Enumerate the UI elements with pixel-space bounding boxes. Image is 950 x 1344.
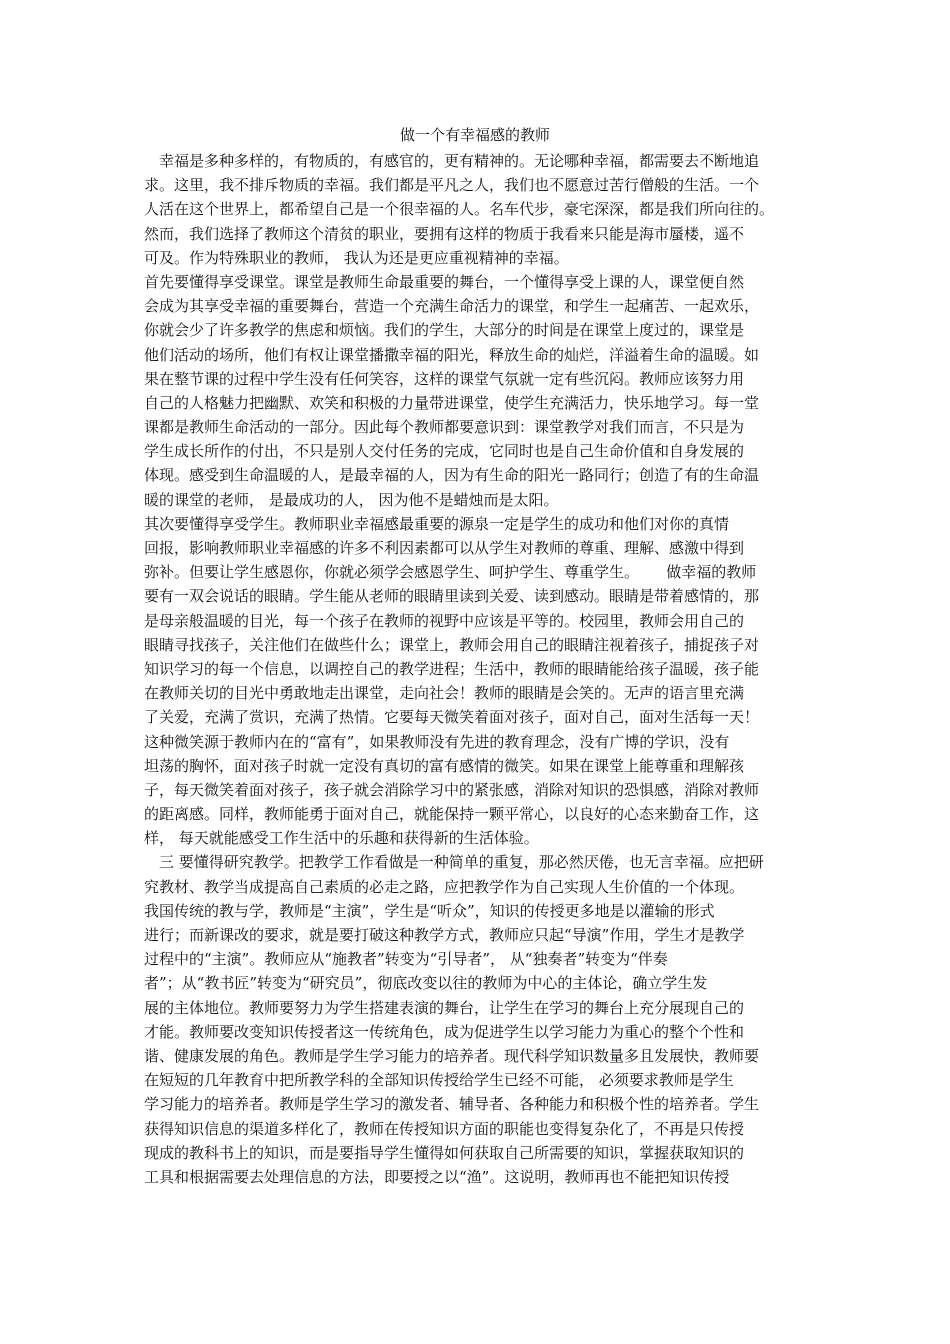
body-text-line: 现成的教科书上的知识，而是要指导学生懂得如何获取自己所需要的知识，掌握获取知识的 <box>144 1143 745 1162</box>
body-text-line: 子，每天微笑着面对孩子，孩子就会消除学习中的紧张感，消除对知识的恐惧感，消除对教师 <box>144 780 760 799</box>
body-text-line: 自己的人格魅力把幽默、欢笑和积极的力量带进课堂，使学生充满活力，快乐地学习。每一堂 <box>144 393 760 412</box>
body-text-line: 了关爱，充满了赏识，充满了热情。它要每天微笑着面对孩子，面对自己，面对生活每一天！ <box>144 708 760 727</box>
body-text-line: 回报，影响教师职业幸福感的许多不利因素都可以从学生对教师的尊重、理解、感激中得到 <box>144 539 745 557</box>
body-text-line: 果在整节课的过程中学生没有任何笑容，这样的课堂气氛就一定有些沉闷。教师应该努力用 <box>144 369 745 388</box>
body-text-line: 获得知识信息的渠道多样化了，教师在传授知识方面的职能也变得复杂化了，不再是只传授 <box>144 1119 745 1138</box>
body-text-line: 进行；而新课改的要求，就是要打破这种教学方式，教师应只起“导演”作用，学生才是教学 <box>144 926 745 944</box>
body-text-line: 样， 每天就能感受工作生活中的乐趣和获得新的生活体验。 <box>144 829 539 848</box>
body-text-line: 学习能力的培养者。教师是学生学习的激发者、辅导者、各种能力和积极个性的培养者。学生 <box>144 1095 760 1114</box>
document-title: 做一个有幸福感的教师 <box>399 126 550 144</box>
body-text-line: 者”；从“教书匠”转变为“研究员”，彻底改变以往的教师为中心的主体论，确立学生发 <box>144 974 708 993</box>
body-text-line: 知识学习的每一个信息，以调控自己的教学进程；生活中，教师的眼睛能给孩子温暖，孩子能 <box>144 659 760 678</box>
body-text-line: 我国传统的教与学，教师是“主演”，学生是“听众”，知识的传授更多地是以灌输的形式 <box>144 901 715 920</box>
body-text-line: 体现。感受到生命温暖的人，是最幸福的人，因为有生命的阳光一路同行；创造了有的生命温 <box>144 466 760 485</box>
document-body <box>144 149 820 1189</box>
body-text-line: 暖的课堂的老师， 是最成功的人， 因为他不是蜡烛而是太阳。 <box>144 490 559 509</box>
body-text-line: 弥补。但要让学生感恩你，你就必须学会感恩学生、呵护学生、尊重学生。 做幸福的教师 <box>144 563 757 582</box>
body-text-line: 会成为其享受幸福的重要舞台，营造一个充满生命活力的课堂，和学生一起痛苦、一起欢乐， <box>144 297 760 316</box>
body-text-line: 眼睛寻找孩子，关注他们在做些什么；课堂上，教师会用自己的眼睛注视着孩子，捕捉孩子对 <box>144 635 760 654</box>
body-text-line: 工具和根据需要去处理信息的方法，即要授之以“渔”。这说明，教师再也不能把知识传授 <box>144 1167 730 1186</box>
body-text-line: 这种微笑源于教师内在的“富有”，如果教师没有先进的教育理念，没有广博的学识，没有 <box>144 732 730 751</box>
body-text-line: 学生成长所作的付出，不只是别人交付任务的完成，它同时也是自己生命价值和自身发展的 <box>144 442 745 461</box>
body-text-line: 幸福是多种多样的，有物质的，有感官的，更有精神的。无论哪种幸福，都需要去不断地追 <box>144 152 760 170</box>
body-text-line: 过程中的“主演”。教师应从“施教者”转变为“引导者”， 从“独奏者”转变为“伴奏 <box>144 950 668 969</box>
body-text-line: 其次要懂得享受学生。教师职业幸福感最重要的源泉一定是学生的成功和他们对你的真情 <box>144 514 730 533</box>
body-text-line: 是母亲般温暖的目光，每一个孩子在教师的视野中应该是平等的。校园里，教师会用自己的 <box>144 611 745 630</box>
body-text-line: 在短短的几年教育中把所教学科的全部知识传授给学生已经不可能， 必须要求教师是学生 <box>144 1071 734 1090</box>
body-text-line: 然而，我们选择了教师这个清贫的职业，要拥有这样的物质于我看来只能是海市蜃楼，遥不 <box>144 224 745 243</box>
body-text-line: 的距离感。同样，教师能勇于面对自己，就能保持一颗平常心，以良好的心态来勤奋工作，这 <box>144 805 760 824</box>
body-text-line: 坦荡的胸怀，面对孩子时就一定没有真切的富有感情的微笑。如果在课堂上能尊重和理解孩 <box>144 756 745 775</box>
body-text-line: 人活在这个世界上，都希望自己是一个很幸福的人。名车代步，豪宅深深，都是我们所向往的。 <box>144 200 775 219</box>
body-text-line: 可及。作为特殊职业的教师， 我认为还是更应重视精神的幸福。 <box>144 248 569 267</box>
body-text-line: 要有一双会说话的眼睛。学生能从老师的眼睛里读到关爱、读到感动。眼睛是带着感情的，那 <box>144 587 760 606</box>
body-text-line: 才能。教师要改变知识传授者这一传统角色，成为促进学生以学习能力为重心的整个个性和 <box>144 1022 745 1041</box>
body-text-line: 课都是教师生命活动的一部分。因此每个教师都要意识到：课堂教学对我们而言，不只是为 <box>144 418 745 437</box>
body-text-line: 你就会少了许多教学的焦虑和烦恼。我们的学生，大部分的时间是在课堂上度过的，课堂是 <box>144 321 745 340</box>
body-text-line: 首先要懂得享受课堂。课堂是教师生命最重要的舞台，一个懂得享受上课的人，课堂便自然 <box>144 272 745 291</box>
body-text-line: 三 要懂得研究教学。把教学工作看做是一种简单的重复，那必然厌倦，也无言幸福。应把研 <box>144 853 764 872</box>
body-text-line: 展的主体地位。教师要努力为学生搭建表演的舞台，让学生在学习的舞台上充分展现自己的 <box>144 998 745 1017</box>
body-text-line: 谐、健康发展的角色。教师是学生学习能力的培养者。现代科学知识数量多且发展快，教师要 <box>144 1046 760 1065</box>
body-text-line: 在教师关切的目光中勇敢地走出课堂，走向社会！教师的眼睛是会笑的。无声的语言里充满 <box>144 684 745 703</box>
body-text-line: 他们活动的场所，他们有权让课堂播撒幸福的阳光，释放生命的灿烂，洋溢着生命的温暖。如 <box>144 345 760 364</box>
body-text-line: 求。这里，我不排斥物质的幸福。我们都是平凡之人，我们也不愿意过苦行僧般的生活。一个 <box>144 176 760 195</box>
body-text-line: 究教材、教学当成提高自己素质的必走之路，应把教学作为自己实现人生价值的一个体现。 <box>144 877 745 896</box>
